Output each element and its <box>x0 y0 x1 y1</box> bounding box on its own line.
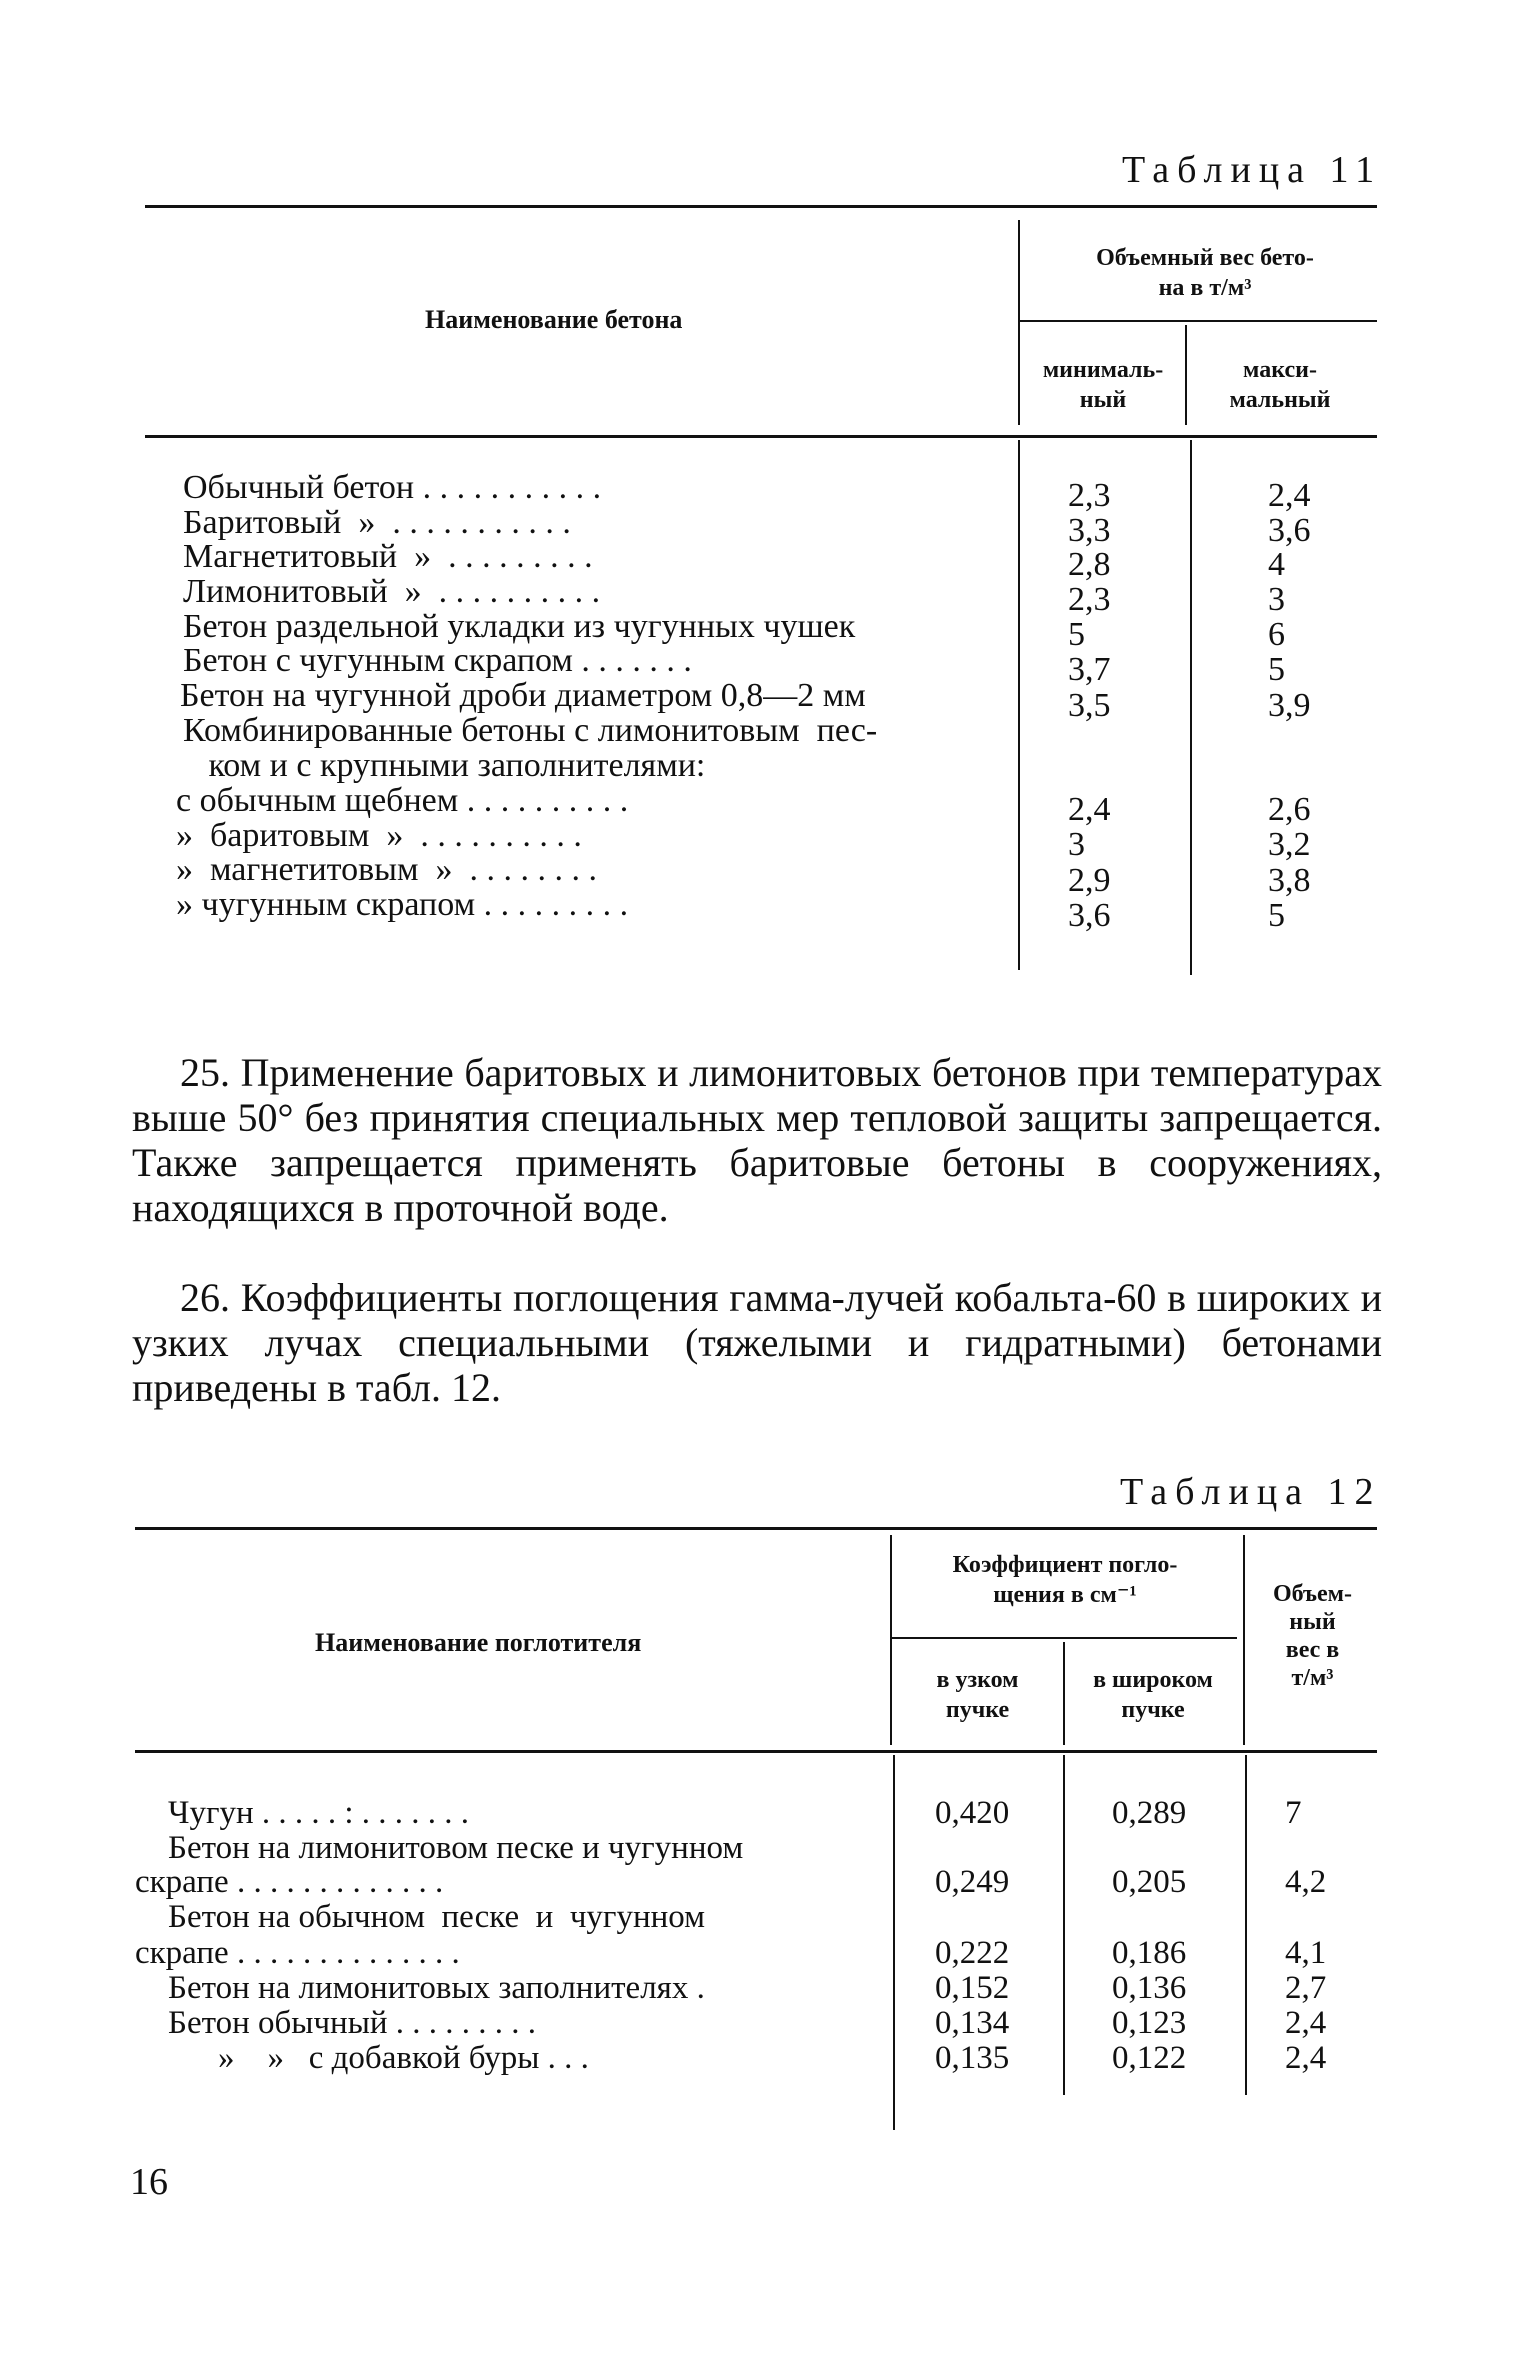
table12-caption: Таблица 12 <box>1120 1471 1382 1513</box>
table12-subheader-rule <box>892 1637 1237 1639</box>
table11-header-divider-2 <box>1185 325 1187 425</box>
table12-header-rule <box>135 1750 1377 1753</box>
table11-row-name: Комбинированные бетоны с лимонитовым пес- <box>183 712 878 749</box>
table11-name-header: Наименование бетона <box>425 305 683 334</box>
table11-top-rule <box>145 205 1377 208</box>
table12-row-wide: 0,123 <box>1112 2005 1187 2041</box>
table12-row-wide: 0,122 <box>1112 2040 1187 2076</box>
table12-row-narrow: 0,222 <box>935 1935 1010 1971</box>
table11-row-min: 3 <box>1068 826 1085 863</box>
table12-row-volume: 2,4 <box>1285 2005 1327 2041</box>
table12-body-divider-2 <box>1063 1755 1065 2095</box>
table12-header-divider-3 <box>1243 1535 1245 1745</box>
table12-row-narrow: 0,420 <box>935 1795 1010 1831</box>
table11-row-max: 3,8 <box>1268 862 1311 899</box>
table11-row-name: ком и с крупными заполнителями: <box>183 747 706 784</box>
table11-min-header: минималь- ный <box>1042 357 1164 413</box>
table11-row-name: » баритовым » . . . . . . . . . . <box>176 817 582 854</box>
table12-row-volume: 7 <box>1285 1795 1302 1831</box>
table12-volume-header: Объем- ный вес в т/м³ <box>1272 1581 1353 1691</box>
table11-row-max: 6 <box>1268 616 1285 653</box>
paragraph-25 <box>132 1050 1382 1230</box>
table11-row-name: с обычным щебнем . . . . . . . . . . <box>176 782 629 819</box>
paragraph-26 <box>132 1275 1382 1410</box>
table11-row-min: 2,8 <box>1068 546 1111 583</box>
table11-row-max: 3,2 <box>1268 826 1311 863</box>
table11-row-name: Обычный бетон . . . . . . . . . . . <box>183 469 602 506</box>
table12-row-name: Бетон на лимонитовом песке и чугунном <box>168 1830 744 1866</box>
table12-top-rule <box>135 1527 1377 1530</box>
table12-row-wide: 0,205 <box>1112 1864 1187 1900</box>
table11-row-name: » чугунным скрапом . . . . . . . . . <box>176 886 629 923</box>
table11-header-rule <box>145 435 1377 438</box>
table12-row-volume: 2,4 <box>1285 2040 1327 2076</box>
table12-body-divider-3 <box>1245 1755 1247 2095</box>
table12-row-wide: 0,186 <box>1112 1935 1187 1971</box>
paragraph-26-text: 26. Коэффициенты поглощения гамма-лучей кобальта-60 в широких и узких лучах специальными (тяжелыми и гидратными) бетонами приведены в табл. 12. <box>132 1275 1382 1410</box>
table12-wide-header: в широком пучке <box>1093 1667 1213 1723</box>
table12-row-name: Бетон на обычном песке и чугунном <box>168 1899 706 1935</box>
table11-row-max: 2,6 <box>1268 791 1311 828</box>
table11-subheader-rule <box>1020 320 1377 322</box>
table11-row-max: 5 <box>1268 897 1285 934</box>
table11-row-name: Бетон на чугунной дроби диаметром 0,8—2 мм <box>180 677 866 714</box>
table12-row-name: Бетон обычный . . . . . . . . . <box>168 2005 537 2041</box>
table12-header-divider-2 <box>1063 1642 1065 1745</box>
table12-row-name: » » с добавкой буры . . . <box>218 2040 589 2076</box>
table11-row-name: Бетон раздельной укладки из чугунных чушек <box>183 608 856 645</box>
table12-header-divider-1 <box>890 1535 892 1745</box>
page-number: 16 <box>130 2161 168 2203</box>
table12-row-name: скрапе . . . . . . . . . . . . . . <box>135 1935 460 1971</box>
table11-body-divider-2 <box>1190 440 1192 975</box>
table11-row-max: 2,4 <box>1268 477 1311 514</box>
table11-row-min: 3,3 <box>1068 512 1111 549</box>
table12-narrow-header: в узком пучке <box>936 1667 1019 1723</box>
table12-name-header: Наименование поглотителя <box>315 1628 642 1657</box>
table11-row-name: Лимонитовый » . . . . . . . . . . <box>183 573 601 610</box>
table11-row-name: Бетон с чугунным скрапом . . . . . . . <box>183 642 692 679</box>
table12-row-name: Чугун . . . . . : . . . . . . . <box>168 1795 470 1831</box>
table11-row-min: 3,7 <box>1068 651 1111 688</box>
table11-caption: Таблица 11 <box>1122 149 1383 191</box>
table11-body-divider-1 <box>1018 440 1020 970</box>
table12-row-volume: 2,7 <box>1285 1970 1327 2006</box>
table11-row-min: 2,3 <box>1068 477 1111 514</box>
table12-row-volume: 4,2 <box>1285 1864 1327 1900</box>
table11-row-name: » магнетитовым » . . . . . . . . <box>176 851 597 888</box>
table11-row-min: 3,5 <box>1068 687 1111 724</box>
table12-row-name: Бетон на лимонитовых заполнителях . <box>168 1970 705 2006</box>
table11-row-max: 5 <box>1268 651 1285 688</box>
table11-row-min: 5 <box>1068 616 1085 653</box>
table12-body-divider-1 <box>893 1755 895 2130</box>
table12-row-narrow: 0,249 <box>935 1864 1010 1900</box>
table11-row-max: 4 <box>1268 546 1285 583</box>
table12-row-narrow: 0,135 <box>935 2040 1010 2076</box>
table11-row-max: 3,6 <box>1268 512 1311 549</box>
table12-row-name: скрапе . . . . . . . . . . . . . <box>135 1864 444 1900</box>
paragraph-25-text: 25. Применение баритовых и лимонитовых бетонов при температурах выше 50° без принятия специальных мер тепловой защиты запрещается. Также запрещается применять баритовые бетоны в сооружениях, находящихся в проточной воде. <box>132 1050 1382 1230</box>
table11-max-header: макси- мальный <box>1229 357 1331 413</box>
table11-row-name: Магнетитовый » . . . . . . . . . <box>183 538 593 575</box>
table11-row-min: 2,9 <box>1068 862 1111 899</box>
table12-row-wide: 0,136 <box>1112 1970 1187 2006</box>
table12-row-narrow: 0,134 <box>935 2005 1010 2041</box>
table12-group-header: Коэффициент погло- щения в см⁻¹ <box>952 1552 1178 1608</box>
table11-row-min: 2,3 <box>1068 581 1111 618</box>
table12-row-volume: 4,1 <box>1285 1935 1327 1971</box>
table11-row-max: 3,9 <box>1268 687 1311 724</box>
table11-row-min: 2,4 <box>1068 791 1111 828</box>
table11-group-header: Объемный вес бето- на в т/м³ <box>1096 245 1314 301</box>
table11-header-divider-1 <box>1018 220 1020 425</box>
table11-row-name: Баритовый » . . . . . . . . . . . <box>183 504 571 541</box>
table11-row-max: 3 <box>1268 581 1285 618</box>
table11-row-min: 3,6 <box>1068 897 1111 934</box>
table12-row-wide: 0,289 <box>1112 1795 1187 1831</box>
table12-row-narrow: 0,152 <box>935 1970 1010 2006</box>
